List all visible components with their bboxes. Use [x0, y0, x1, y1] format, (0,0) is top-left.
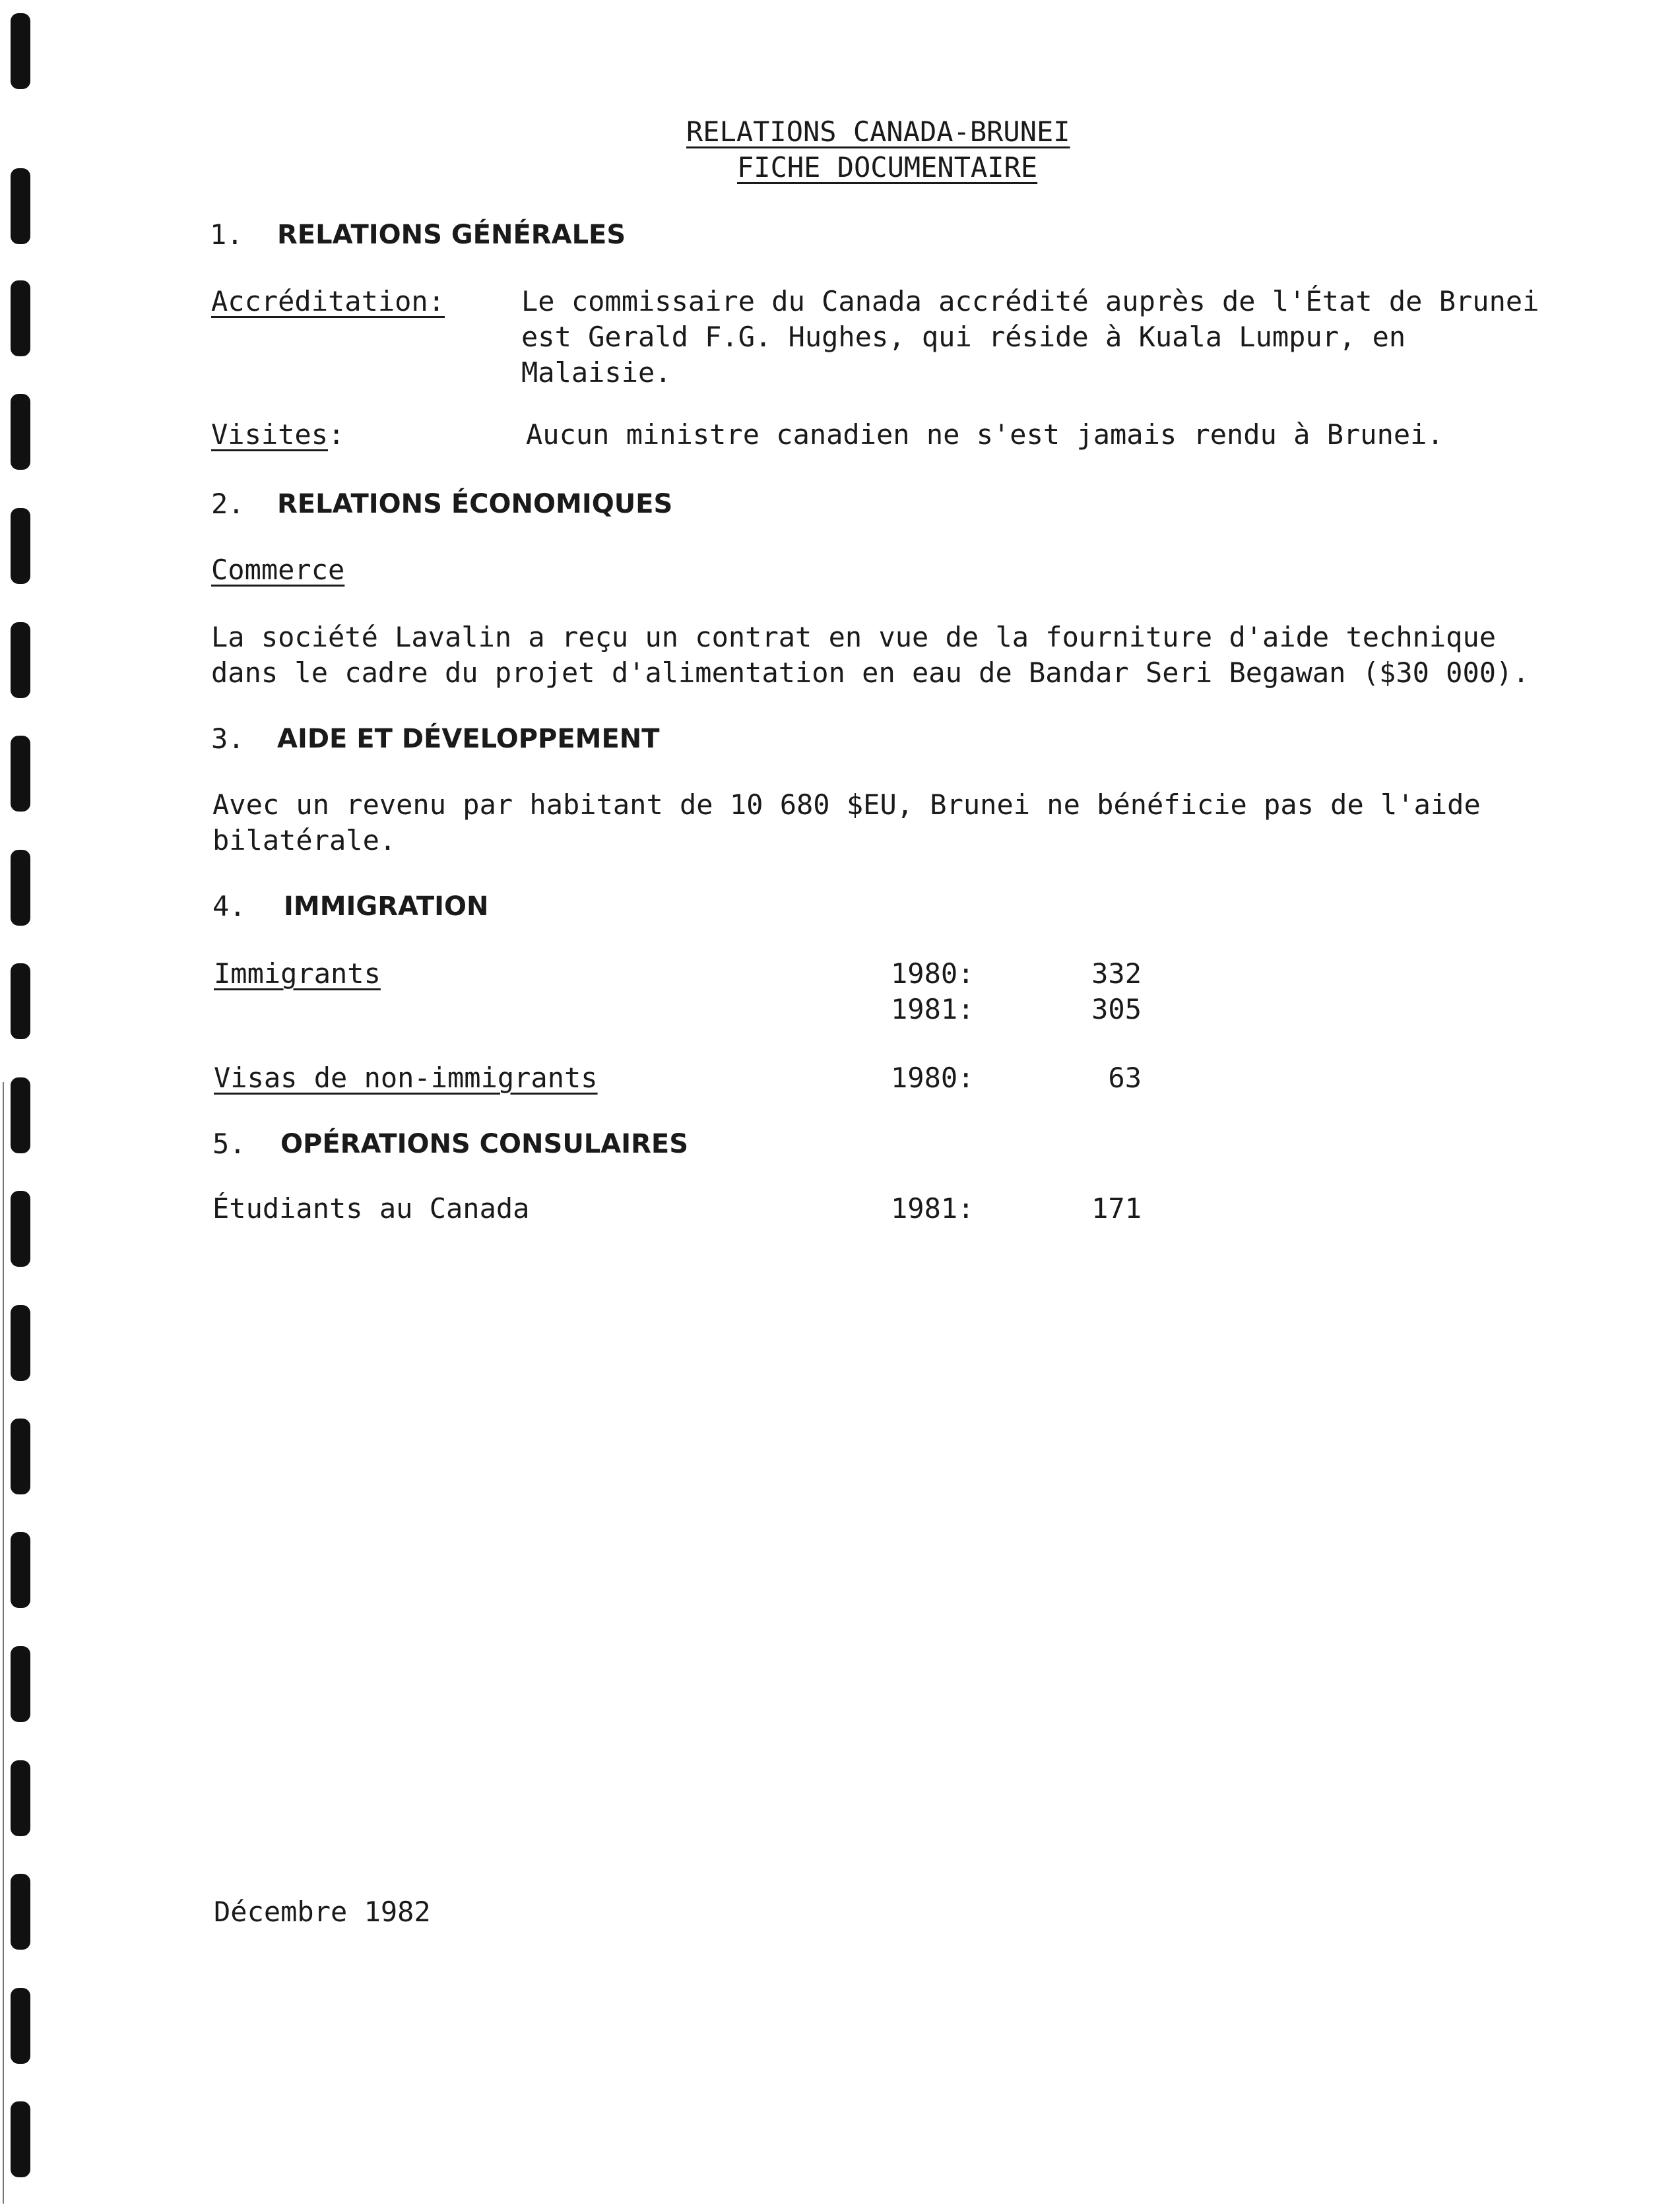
students-year: 1981:	[891, 1192, 975, 1225]
accreditation-text-line: est Gerald F.G. Hughes, qui réside à Kuala Lumpur, en	[521, 321, 1406, 353]
accreditation-text-line: Malaisie.	[521, 356, 672, 389]
visites-label: Visites	[211, 418, 329, 451]
section-2-heading: RELATIONS ÉCONOMIQUES	[277, 489, 673, 519]
binder-hole-mark	[11, 394, 30, 470]
accreditation-label: Accréditation:	[211, 285, 445, 317]
section-2-number: 2.	[211, 488, 245, 520]
binder-hole-mark	[11, 280, 30, 356]
binder-hole-mark	[11, 1988, 30, 2064]
binder-hole-mark	[11, 13, 30, 89]
immigrants-label: Immigrants	[214, 957, 381, 990]
immigrants-year: 1981:	[891, 993, 975, 1025]
binder-hole-mark	[11, 622, 30, 698]
accreditation-text-line: Le commissaire du Canada accrédité auprès de l'État de Brunei	[521, 285, 1539, 317]
aid-text-line: Avec un revenu par habitant de 10 680 $EU, Brunei ne bénéficie pas de l'aide	[212, 788, 1481, 821]
commerce-subheading: Commerce	[211, 554, 345, 586]
visites-text: Aucun ministre canadien ne s'est jamais rendu à Brunei.	[526, 418, 1444, 451]
document-title: RELATIONS CANADA-BRUNEI	[686, 115, 1070, 148]
visites-colon: :	[328, 418, 345, 451]
section-4-heading: IMMIGRATION	[284, 891, 489, 922]
section-1-number: 1.	[210, 218, 243, 251]
visites-label-wrap	[211, 417, 344, 453]
immigrants-year: 1980:	[891, 957, 975, 990]
section-1-heading: RELATIONS GÉNÉRALES	[277, 220, 626, 250]
visas-label: Visas de non-immigrants	[214, 1062, 598, 1094]
section-3-number: 3.	[211, 722, 245, 755]
visas-value: 63	[1108, 1062, 1142, 1094]
binder-hole-mark	[11, 508, 30, 584]
immigrants-value: 332	[1091, 957, 1142, 990]
binder-hole-mark	[11, 1874, 30, 1950]
binder-hole-mark	[11, 168, 30, 244]
binder-hole-mark	[11, 850, 30, 926]
binder-hole-mark	[11, 1760, 30, 1836]
binder-edge-line	[3, 1082, 4, 2204]
students-value: 171	[1091, 1192, 1142, 1225]
binder-hole-mark	[11, 1305, 30, 1381]
commerce-text-line: La société Lavalin a reçu un contrat en vue de la fourniture d'aide technique	[211, 621, 1497, 653]
section-3-heading: AIDE ET DÉVELOPPEMENT	[277, 724, 660, 754]
binder-hole-mark	[11, 963, 30, 1039]
binder-hole-mark	[11, 2101, 30, 2177]
students-label: Étudiants au Canada	[212, 1192, 530, 1225]
binder-hole-mark	[11, 1077, 30, 1153]
section-4-number: 4.	[212, 890, 246, 922]
binder-hole-mark	[11, 1419, 30, 1494]
binder-hole-mark	[11, 1532, 30, 1608]
binder-hole-mark	[11, 736, 30, 812]
section-5-number: 5.	[212, 1128, 246, 1160]
binder-hole-mark	[11, 1646, 30, 1722]
commerce-text-line: dans le cadre du projet d'alimentation en eau de Bandar Seri Begawan ($30 000).	[211, 656, 1530, 689]
document-date: Décembre 1982	[214, 1896, 431, 1928]
section-5-heading: OPÉRATIONS CONSULAIRES	[280, 1129, 689, 1159]
binder-hole-mark	[11, 1191, 30, 1267]
immigrants-value: 305	[1091, 993, 1142, 1025]
visas-year: 1980:	[891, 1062, 975, 1094]
aid-text-line: bilatérale.	[212, 824, 397, 856]
document-subtitle: FICHE DOCUMENTAIRE	[737, 151, 1038, 183]
